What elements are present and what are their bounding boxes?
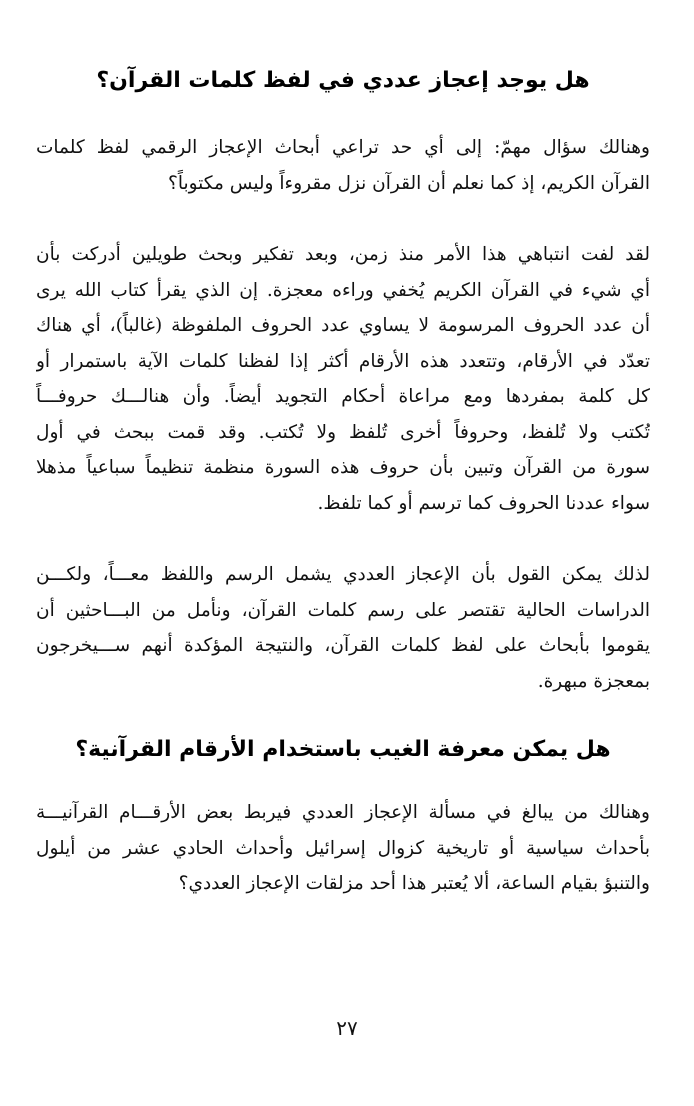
- text-line: لقد لفت انتباهي هذا الأمر منذ زمن، وبعد تفكير وبحث طويلين أدركت بأن: [36, 244, 650, 265]
- text-line: سورة من القرآن وتبين بأن حروف هذه السورة منظمة تنظيماً سباعياً مذهلا: [36, 457, 650, 478]
- text-line: أي شيء في القرآن الكريم يُخفي وراءه معجزة. إن الذي يقرأ كتاب الله يرى: [36, 279, 650, 301]
- text-line: تعدّد في الأرقام، وتتعدد هذه الأرقام أكثر إذا لفظنا كلمات الآية باستمرار أو: [36, 350, 650, 372]
- text-line: تُكتب ولا تُلفظ، وحروفاً أخرى تُلفظ ولا تُكتب. وقد قمت ببحث في أول: [36, 421, 650, 443]
- text-line: بأحداث سياسية أو تاريخية كزوال إسرائيل وأحداث الحادي عشر من أيلول: [36, 837, 650, 859]
- paragraph-question: [36, 130, 650, 201]
- paragraph-question-unseen: [36, 795, 650, 902]
- text-line: سواء عددنا الحروف كما ترسم أو كما تلفظ.: [317, 492, 650, 514]
- text-line: كل كلمة بمفردها ومع مراعاة أحكام التجويد أيضاً. وأن هنالـــك حروفـــاً: [36, 386, 650, 407]
- text-line: لذلك يمكن القول بأن الإعجاز العددي يشمل الرسم واللفظ معـــاً، ولكـــن: [36, 564, 650, 585]
- text-line: القرآن الكريم، إذ كما نعلم أن القرآن نزل مقروءاً وليس مكتوباً؟: [168, 172, 650, 194]
- page-number: ٢٧: [336, 1016, 358, 1040]
- text-line: الدراسات الحالية تقتصر على رسم كلمات القرآن، ونأمل من البـــاحثين أن: [36, 599, 650, 621]
- text-line: وهنالك من يبالغ في مسألة الإعجاز العددي فيربط بعض الأرقـــام القرآنيـــة: [36, 802, 650, 823]
- section-heading-unseen-numbers: هل يمكن معرفة الغيب باستخدام الأرقام القرآنية؟: [75, 737, 611, 762]
- text-line: أن عدد الحروف المرسومة لا يساوي عدد الحروف الملفوظة (غالباً)، أي هناك: [36, 315, 650, 336]
- text-line: وهنالك سؤال مهمّ: إلى أي حد تراعي أبحاث الإعجاز الرقمي لفظ كلمات: [36, 137, 650, 158]
- text-line: بمعجزة مبهرة.: [537, 670, 650, 692]
- paragraph-conclusion: [36, 557, 650, 699]
- text-line: يقوموا بأبحاث على لفظ كلمات القرآن، والنتيجة المؤكدة أنهم ســـيخرجون: [36, 635, 650, 656]
- section-heading-numerical-miracle-pronunciation: هل يوجد إعجاز عددي في لفظ كلمات القرآن؟: [96, 68, 590, 93]
- text-line: والتنبؤ بقيام الساعة، ألا يُعتبر هذا أحد مزلقات الإعجاز العددي؟: [178, 873, 650, 894]
- paragraph-answer: [36, 237, 650, 521]
